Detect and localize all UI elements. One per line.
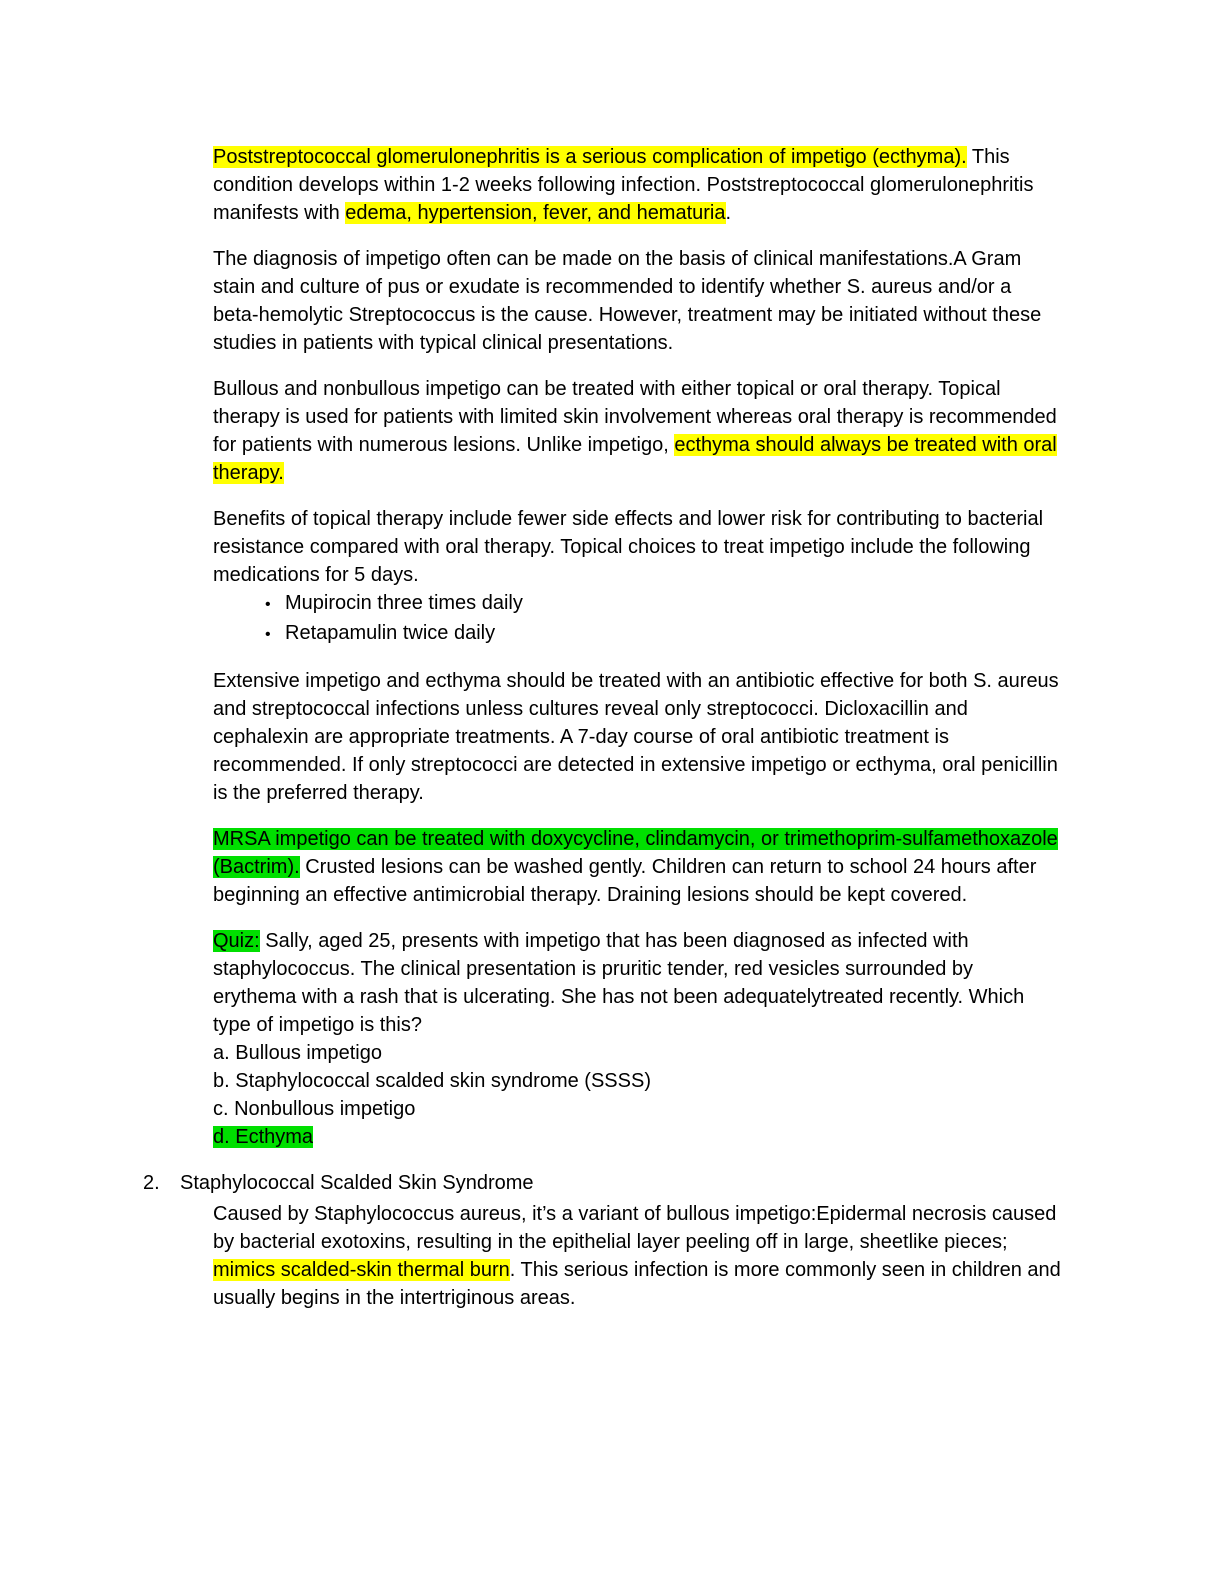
- text-run: Crusted lesions can be washed gently. Children can return to school 24 hours after beginning an effective antimicrobial therapy. Draining lesions should be kept covered.: [213, 856, 1037, 906]
- quiz-option-b: [213, 1067, 1061, 1095]
- highlighted-text-yellow: Poststreptococcal glomerulonephritis is a serious complication of impetigo (ecthyma).: [213, 146, 967, 168]
- paragraph-poststreptococcal: [213, 143, 1061, 227]
- quiz-option-d: [213, 1123, 1061, 1151]
- bullet-text: Retapamulin twice daily: [285, 622, 496, 644]
- highlighted-text-yellow: edema, hypertension, fever, and hematuria: [345, 202, 726, 224]
- option-text: a. Bullous impetigo: [213, 1042, 382, 1064]
- highlighted-text-green: MRSA impetigo can be treated with doxycycline, clindamycin, or trimethoprim-sulfamethoxazole (Bactrim).: [213, 828, 1058, 878]
- text-run: Extensive impetigo and ecthyma should be treated with an antibiotic effective for both S. aureus and streptococcal infections unless cultures reveal only streptococci. Dicloxacillin and cephalexin are appropriate treatments. A 7-day course of oral antibiotic treatment is recommended. If only streptococci are detected in extensive impetigo or ecthyma, oral penicillin is the preferred therapy.: [213, 670, 1059, 804]
- bullet-text: Mupirocin three times daily: [285, 592, 523, 614]
- quiz-label-highlight-green: Quiz:: [213, 930, 260, 952]
- option-text: b. Staphylococcal scalded skin syndrome (SSSS): [213, 1070, 651, 1092]
- text-run: The diagnosis of impetigo often can be made on the basis of clinical manifestations.A Gram stain and culture of pus or exudate is recommended to identify whether S. aureus and/or a beta-hemolytic Streptococcus is the cause. However, treatment may be initiated without these studies in patients with typical clinical presentations.: [213, 248, 1042, 354]
- option-text: c. Nonbullous impetigo: [213, 1098, 416, 1120]
- paragraph-diagnosis: [213, 245, 1061, 357]
- text-run: . This serious infection is more commonly seen in children and usually begins in the intertriginous areas.: [213, 1259, 1061, 1309]
- highlighted-text-yellow: ecthyma should always be treated with oral therapy.: [213, 434, 1057, 484]
- paragraph-mrsa: [213, 825, 1061, 909]
- paragraph-extensive-impetigo: [213, 667, 1061, 807]
- text-run: .: [725, 202, 732, 224]
- paragraph-treatment-options: [213, 375, 1061, 487]
- quiz-option-a: [213, 1039, 1061, 1067]
- text-run: Bullous and nonbullous impetigo can be treated with either topical or oral therapy. Topical therapy is used for patients with limited skin involvement whereas oral therapy is recommended for patients with numerous lesions. Unlike impetigo,: [213, 378, 1057, 456]
- numbered-item-2-heading: [143, 1169, 1061, 1197]
- highlighted-text-yellow: mimics scalded-skin thermal burn: [213, 1259, 510, 1281]
- medication-bullet-list: [213, 589, 1061, 649]
- text-run: This condition develops within 1-2 weeks following infection. Poststreptococcal glomerulonephritis manifests with: [213, 146, 1034, 224]
- paragraph-topical-benefits: [213, 505, 1061, 649]
- item-number: 2.: [143, 1172, 160, 1194]
- document-content: [143, 143, 1061, 1312]
- text-block: [213, 505, 1061, 589]
- paragraph-ssss: [213, 1200, 1061, 1312]
- text-run: Caused by Staphylococcus aureus, it’s a variant of bullous impetigo:Epidermal necrosis caused by bacterial exotoxins, resulting in the epithelial layer peeling off in large, sheetlike pieces;: [213, 1203, 1057, 1253]
- quiz-option-c: [213, 1095, 1061, 1123]
- text-run: Benefits of topical therapy include fewer side effects and lower risk for contributing to bacterial resistance compared with oral therapy. Topical choices to treat impetigo include the following medications for 5 days.: [213, 508, 1044, 586]
- option-text-highlight-green: d. Ecthyma: [213, 1126, 314, 1148]
- quiz-section: [213, 927, 1061, 1151]
- list-item: [265, 589, 1061, 619]
- quiz-question: [213, 927, 1061, 1039]
- text-run: Sally, aged 25, presents with impetigo that has been diagnosed as infected with staphylococcus. The clinical presentation is pruritic tender, red vesicles surrounded by erythema with a rash that is ulcerating. She has not been adequatelytreated recently. Which type of impetigo is this?: [213, 930, 1025, 1036]
- list-item: [265, 619, 1061, 649]
- item-title: Staphylococcal Scalded Skin Syndrome: [180, 1172, 534, 1194]
